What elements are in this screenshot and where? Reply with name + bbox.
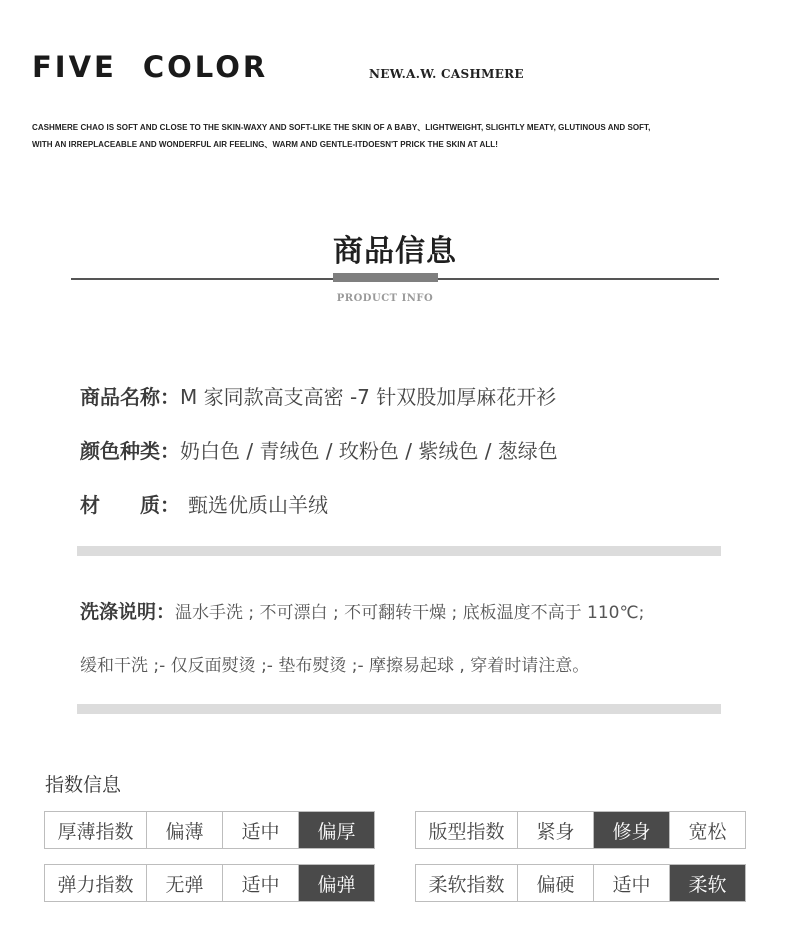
- product-material-row: [80, 489, 328, 518]
- fit-index-table: [415, 811, 746, 849]
- index-option-selected: 柔软: [669, 865, 745, 901]
- product-color-row: [80, 435, 558, 464]
- product-color-value: 奶白色 / 青绒色 / 玫粉色 / 紫绒色 / 葱绿色: [180, 439, 558, 463]
- material-label-char-2: 质：: [140, 493, 180, 517]
- tagline-line-1: CASHMERE CHAO IS SOFT AND CLOSE TO THE SKIN-WAXY AND SOFT-LIKE THE SKIN OF A BABY、LIGHTWEIGHT, SLIGHTLY MEATY, GLUTINOUS AND SOFT,: [32, 123, 651, 132]
- index-head: 厚薄指数: [57, 820, 134, 843]
- index-option: 紧身: [517, 812, 593, 848]
- material-label-char-1: 材: [80, 493, 100, 517]
- brand-word-1: FIVE: [32, 50, 117, 84]
- index-head: 弹力指数: [57, 873, 134, 896]
- index-title: 指数信息: [45, 774, 122, 796]
- index-option: 适中: [222, 865, 298, 901]
- wash-label: 洗涤说明：: [80, 601, 176, 623]
- product-material-value: 甄选优质山羊绒: [188, 493, 328, 517]
- section-subtitle: PRODUCT INFO: [336, 293, 434, 304]
- product-material-label: [80, 489, 188, 518]
- divider-bar-bottom: [77, 704, 721, 714]
- wash-line-1: [80, 597, 644, 624]
- divider-bar-top: [77, 546, 721, 556]
- elasticity-index-table: [44, 864, 375, 902]
- index-head: 柔软指数: [428, 873, 505, 896]
- brand-word-2: COLOR: [142, 50, 269, 84]
- product-name-label: 商品名称：: [80, 385, 180, 409]
- softness-index-table: [415, 864, 746, 902]
- index-option: 偏硬: [517, 865, 593, 901]
- section-divider-accent: [333, 273, 438, 282]
- wash-text-1: 温水手洗 ; 不可漂白 ; 不可翻转干燥 ; 底板温度不高于 110℃;: [175, 603, 645, 623]
- index-option-selected: 偏弹: [298, 865, 374, 901]
- index-option: 宽松: [669, 812, 745, 848]
- index-option: 适中: [593, 865, 669, 901]
- index-option: 无弹: [146, 865, 222, 901]
- thickness-index-table: [44, 811, 375, 849]
- index-option-selected: 修身: [593, 812, 669, 848]
- brand-logo: [32, 50, 268, 84]
- product-name-value: M 家同款高支高密 -7 针双股加厚麻花开衫: [180, 385, 557, 409]
- sub-brand: NEW.A.W. CASHMERE: [369, 67, 524, 81]
- section-title: 商品信息: [333, 234, 457, 269]
- index-option: 适中: [222, 812, 298, 848]
- index-option: 偏薄: [146, 812, 222, 848]
- product-name-row: [80, 381, 556, 410]
- product-color-label: 颜色种类：: [80, 439, 180, 463]
- index-option-selected: 偏厚: [298, 812, 374, 848]
- wash-line-2: 缓和干洗 ;- 仅反面熨烫 ;- 垫布熨烫 ;- 摩擦易起球 , 穿着时请注意。: [80, 656, 590, 676]
- tagline-line-2: WITH AN IRREPLACEABLE AND WONDERFUL AIR FEELING、WARM AND GENTLE-ITDOESN'T PRICK THE SKIN AT ALL!: [32, 140, 498, 149]
- index-head: 版型指数: [428, 820, 505, 843]
